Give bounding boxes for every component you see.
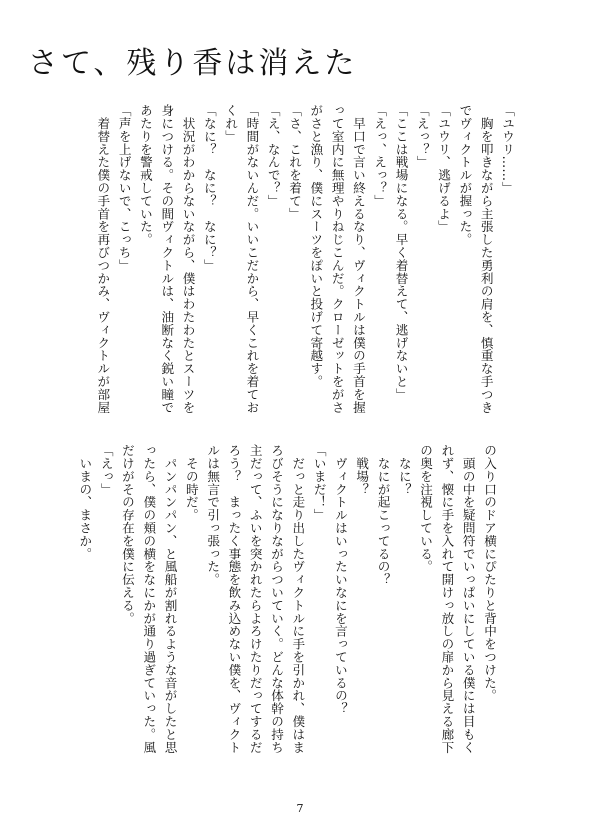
text-line: いまの、まさか。 [77, 444, 93, 561]
text-line: れず、懐に手を入れて開けっ放しの扉から見える廊下 [439, 444, 455, 754]
text-line: その時だ。 [183, 444, 199, 522]
text-line: 「さ、これを着て」 [287, 104, 303, 221]
text-line: 「声を上げないで、こっち」 [116, 104, 132, 272]
text-line: くれ」 [223, 104, 239, 143]
text-line: あたりを警戒していた。 [137, 104, 153, 246]
text-line: 戦場？ [354, 444, 370, 496]
text-line: ろびそうになりながらついていく。どんな体幹の持ち [269, 444, 285, 754]
text-line: ルは無言で引っ張った。 [205, 444, 221, 586]
page-title: さて、残り香は消えた [28, 46, 358, 81]
text-line: 「ユウリ、逃げるよ」 [436, 104, 452, 233]
text-line: がさと漁り、僕にスーツをぽいと投げて寄越す。 [308, 104, 324, 388]
text-line: 身につける。その間ヴィクトルは、油断なく鋭い瞳で [159, 104, 175, 414]
text-line: ったら、僕の頬の横をなにかが通り過ぎていった。風 [141, 444, 157, 754]
text-line: パンパンパン、と風船が割れるような音がしたと思 [162, 444, 178, 754]
text-line: 早口で言い終えるなり、ヴィクトルは僕の手首を握 [350, 104, 366, 414]
text-line: ヴィクトルはいったいなにを言っているの？ [332, 444, 348, 715]
text-line: 「時間がないんだ。いいこだから、早くこれを着てお [244, 104, 260, 414]
text-line: 「ここは戦場になる。早く着替えて、逃げないと」 [393, 104, 409, 401]
upper-text-block [92, 104, 518, 414]
text-line: 「ユウリ……」 [500, 104, 515, 195]
page-number: 7 [296, 802, 304, 815]
text-line: だけがその存在を僕に伝える。 [119, 444, 135, 625]
text-line: なに？ [396, 444, 412, 496]
text-line: 「えっ？」 [414, 104, 430, 169]
text-line: なにが起こってるの？ [375, 444, 391, 586]
text-line: 「えっ」 [98, 444, 114, 496]
text-line: 「えっ、えっ？」 [372, 104, 388, 208]
text-line: 頭の中を疑問符でいっぱいにしている僕には目もく [460, 444, 476, 754]
text-line: 「なに？ なに？ なに？」 [201, 104, 217, 272]
text-line: 状況がわからないながら、僕はわたわたとスーツを [180, 104, 196, 414]
text-line: の奥を注視している。 [418, 444, 434, 573]
text-line: 「いまだ！」 [311, 444, 327, 522]
text-line: 着替えた僕の手首を再びつかみ、ヴィクトルが部屋 [95, 104, 111, 414]
text-line: 胸を叩きながら主張した勇利の肩を、慎重な手つき [478, 104, 494, 414]
text-line: の入り口のドア横にぴたりと背中をつけた。 [482, 444, 497, 702]
text-line: ろう？ まったく事態を飲み込めない僕を、ヴィクト [226, 444, 242, 754]
text-line: 「え、なんで？」 [265, 104, 281, 208]
text-line: でヴィクトルが握った。 [457, 104, 473, 246]
text-line: 主だって、ふいを突かれたらよろけたりだってするだ [247, 444, 263, 754]
lower-text-block [74, 444, 500, 784]
text-line: だっと走り出したヴィクトルに手を引かれ、僕はま [290, 444, 306, 754]
text-line: って室内に無理やりねじこんだ。クローゼットをがさ [329, 104, 345, 414]
